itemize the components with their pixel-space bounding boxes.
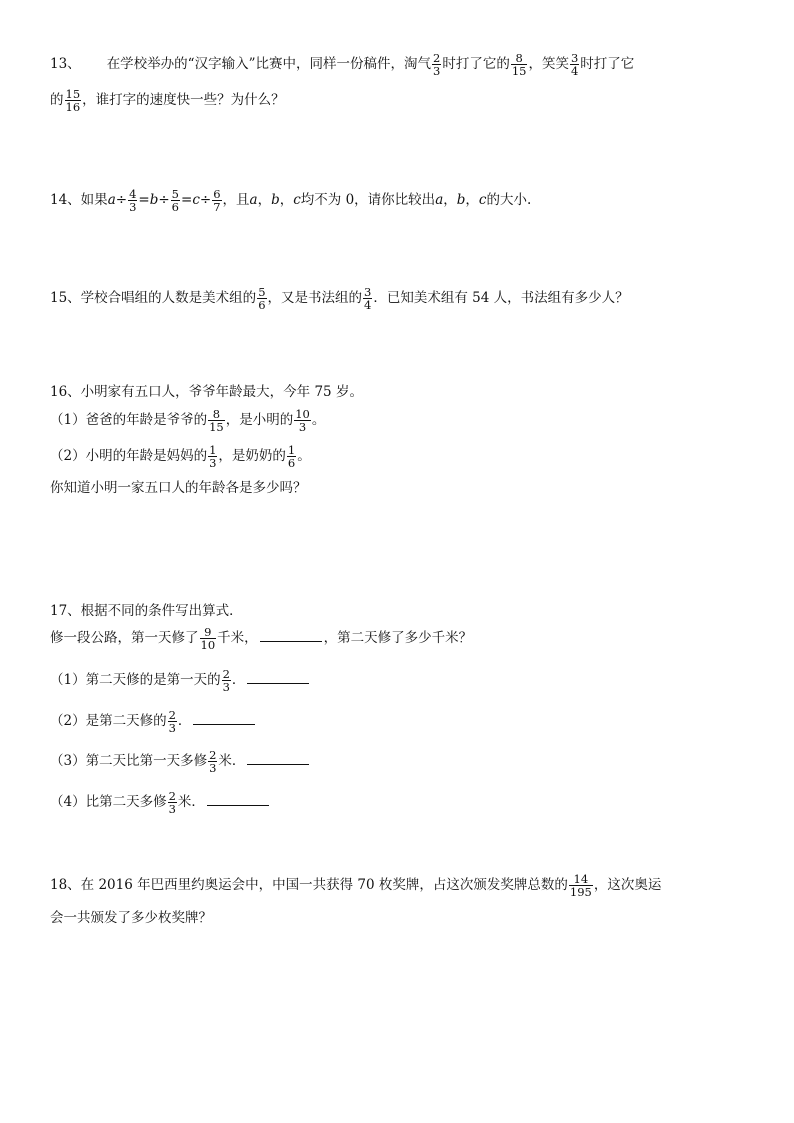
fraction: $\frac{1}{6}$	[287, 443, 296, 471]
question-16-sub-1: （1）爸爸的年龄是爷爷的 $\frac{8}{15}$ ，是小明的 $\frac{10}{3}$ 。	[50, 407, 326, 435]
fraction: $\frac{3}{4}$	[570, 51, 579, 79]
question-18-line-2: 会一共颁发了多少枚奖牌？	[50, 910, 212, 926]
answer-blank[interactable]	[207, 805, 269, 806]
fraction: $\frac{5}{6}$	[171, 187, 179, 215]
fraction: $\frac{6}{7}$	[213, 187, 221, 215]
fraction: $\frac{4}{3}$	[129, 187, 137, 215]
fraction: $\frac{9}{10}$	[200, 625, 216, 653]
fraction: $\frac{8}{15}$	[209, 407, 224, 435]
answer-blank[interactable]	[260, 641, 322, 642]
answer-blank[interactable]	[193, 724, 255, 725]
question-14: 14、如果a÷ $\frac{4}{3}$ =b÷ $\frac{5}{6}$ =c÷ $\frac{6}{7}$ ，且a，b，c均不为 0，请你比较出a，b，c的大小.	[50, 187, 532, 215]
answer-blank[interactable]	[247, 764, 309, 765]
question-17-sub-2: （2）是第二天修的 $\frac{2}{3}$ ．	[50, 709, 257, 734]
question-number: 13、	[50, 56, 81, 73]
question-15: 15、学校合唱组的人数是美术组的 $\frac{5}{6}$ ，又是书法组的 $\frac{3}{4}$ ．已知美术组有 54 人，书法组有多少人？	[50, 285, 629, 313]
question-17-context: 修一段公路，第一天修了 $\frac{9}{10}$ 千米， ，第二天修了多少千米？	[50, 625, 473, 653]
fraction: $\frac{2}{3}$	[209, 748, 217, 776]
question-16-ask: 你知道小明一家五口人的年龄各是多少吗？	[50, 480, 307, 496]
question-13-line-1: 13、 在学校举办的“汉字输入”比赛中，同样一份稿件，淘气 $\frac{2}{3}$ 时打了它的 $\frac{8}{15}$ ，笑笑 $\frac{3}{4}$ 时打了它	[50, 51, 635, 79]
fraction: $\frac{1}{3}$	[209, 443, 217, 471]
fraction: $\frac{8}{15}$	[511, 51, 527, 79]
fraction: $\frac{2}{3}$	[168, 789, 176, 817]
fraction: $\frac{15}{16}$	[65, 87, 81, 115]
fraction: $\frac{14}{195}$	[569, 872, 592, 900]
fraction: $\frac{2}{3}$	[222, 667, 230, 695]
question-16-stem: 16、小明家有五口人，爷爷年龄最大，今年 75 岁。	[50, 384, 363, 400]
fraction: $\frac{5}{6}$	[258, 285, 266, 313]
answer-blank[interactable]	[247, 683, 309, 684]
question-17-sub-1: （1）第二天修的是第一天的 $\frac{2}{3}$ ．	[50, 668, 311, 693]
question-16-sub-2: （2）小明的年龄是妈妈的 $\frac{1}{3}$ ，是奶奶的 $\frac{1}{6}$ 。	[50, 443, 311, 471]
fraction: $\frac{2}{3}$	[433, 51, 441, 79]
question-13-line-2: 的 $\frac{15}{16}$ ，谁打字的速度快一些？为什么？	[50, 87, 285, 115]
fraction: $\frac{10}{3}$	[295, 407, 310, 435]
question-17-sub-3: （3）第二天比第一天多修 $\frac{2}{3}$ 米．	[50, 749, 311, 774]
question-17-stem: 17、根据不同的条件写出算式．	[50, 603, 243, 619]
question-18-line-1: 18、在 2016 年巴西里约奥运会中，中国一共获得 70 枚奖牌，占这次颁发奖牌总数的 $\frac{14}{195}$ ，这次奥运	[50, 872, 662, 900]
fraction: $\frac{3}{4}$	[364, 285, 372, 313]
fraction: $\frac{2}{3}$	[168, 708, 176, 736]
question-17-sub-4: （4）比第二天多修 $\frac{2}{3}$ 米．	[50, 790, 271, 815]
